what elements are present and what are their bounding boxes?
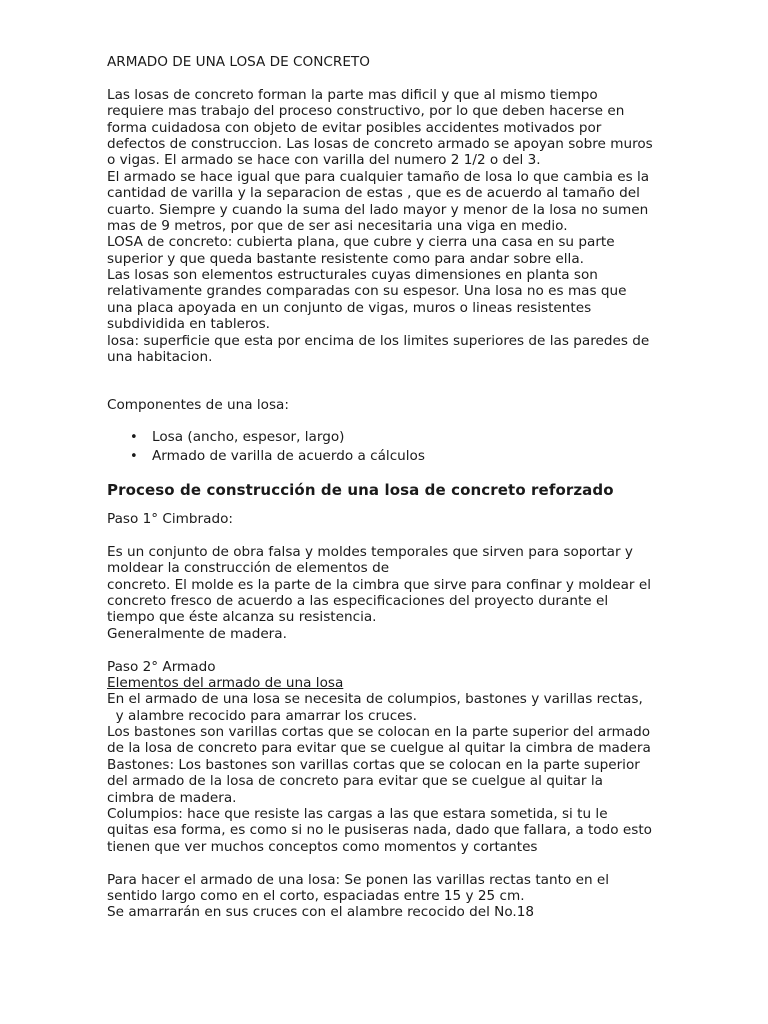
document-page [107, 54, 667, 921]
spacer [107, 365, 667, 397]
text-line: Generalmente de madera. [107, 625, 287, 642]
bullet-icon: • [130, 449, 138, 465]
text-line: Es un conjunto de obra falsa y moldes temporales que sirven para soportar y [107, 543, 633, 560]
step1-label: Paso 1° Cimbrado: [107, 511, 233, 527]
text-line: Las losas de concreto forman la parte mas dificil y que al mismo tiempo [107, 86, 598, 103]
components-label: Componentes de una losa: [107, 397, 289, 414]
step1-paragraph [107, 544, 667, 642]
spacer [107, 414, 667, 428]
text-line: del armado de la losa de concreto para evitar que se cuelgue al quitar la [107, 773, 603, 790]
text-line: Los bastones son varillas cortas que se colocan en la parte superior del armado [107, 724, 651, 741]
text-line: o vigas. El armado se hace con varilla del numero 2 1/2 o del 3. [107, 152, 541, 169]
list-item [107, 447, 667, 467]
text-line: losa: superficie que esta por encima de los limites superiores de las paredes de [107, 332, 650, 349]
text-line: El armado se hace igual que para cualquier tamaño de losa lo que cambia es la [107, 168, 650, 185]
final-paragraph [107, 872, 667, 921]
step2-subheading: Elementos del armado de una losa [107, 674, 344, 691]
text-line: de la losa de concreto para evitar que se cuelgue al quitar la cimbra de madera [107, 740, 651, 757]
text-line: Columpios: hace que resiste las cargas a las que estara sometida, si tu le [107, 806, 608, 823]
text-line: requiere mas trabajo del proceso constructivo, por lo que deben hacerse en [107, 103, 625, 120]
spacer [107, 642, 667, 658]
text-line: defectos de construccion. Las losas de concreto armado se apoyan sobre muros [107, 135, 653, 152]
text-line: Para hacer el armado de una losa: Se ponen las varillas rectas tanto en el [107, 871, 610, 888]
text-line: cuarto. Siempre y cuando la suma del lado mayor y menor de la losa no sumen [107, 201, 649, 218]
text-line: una placa apoyada en un conjunto de vigas, muros o lineas resistentes [107, 299, 592, 316]
document-title: ARMADO DE UNA LOSA DE CONCRETO [107, 54, 370, 70]
text-line: forma cuidadosa con objeto de evitar posibles accidentes motivados por [107, 119, 602, 136]
bullet-icon: • [130, 429, 138, 445]
spacer [107, 855, 667, 871]
text-line: subdividida en tableros. [107, 316, 270, 333]
list-item [107, 428, 667, 448]
text-line: Bastones: Los bastones son varillas cortas que se colocan en la parte superior [107, 756, 640, 773]
spacer [107, 527, 667, 543]
text-line: tienen que ver muchos conceptos como momentos y cortantes [107, 838, 538, 855]
text-line: En el armado de una losa se necesita de columpios, bastones y varillas rectas, [107, 691, 643, 708]
intro-paragraph [107, 87, 667, 366]
process-heading: Proceso de construcción de una losa de concreto reforzado [107, 481, 614, 499]
text-line: relativamente grandes comparadas con su espesor. Una losa no es mas que [107, 283, 627, 300]
text-line: sentido largo como en el corto, espaciadas entre 15 y 25 cm. [107, 887, 525, 904]
text-line: superior y que queda bastante resistente como para andar sobre ella. [107, 250, 584, 267]
text-line: y alambre recocido para amarrar los cruces. [107, 707, 417, 724]
text-line: mas de 9 metros, por que de ser asi necesitaria una viga en medio. [107, 217, 568, 234]
text-line: Se amarrarán en sus cruces con el alambre recocido del No.18 [107, 904, 535, 921]
text-line: Las losas son elementos estructurales cuyas dimensiones en planta son [107, 267, 598, 284]
text-line: una habitacion. [107, 349, 213, 366]
text-line: cimbra de madera. [107, 789, 237, 806]
text-line: tiempo que éste alcanza su resistencia. [107, 609, 377, 626]
text-line: concreto. El molde es la parte de la cimbra que sirve para confinar y moldear el [107, 576, 651, 593]
list-item-label: Losa (ancho, espesor, largo) [152, 428, 345, 445]
components-list [107, 428, 667, 467]
text-line: LOSA de concreto: cubierta plana, que cubre y cierra una casa en su parte [107, 234, 615, 251]
step2-label: Paso 2° Armado [107, 658, 216, 675]
step2-paragraph [107, 691, 667, 855]
spacer [107, 70, 667, 86]
text-line: concreto fresco de acuerdo a las especificaciones del proyecto durante el [107, 592, 609, 609]
text-line: quitas esa forma, es como si no le pusiseras nada, dado que fallara, a todo esto [107, 822, 652, 839]
list-item-label: Armado de varilla de acuerdo a cálculos [152, 448, 425, 465]
text-line: moldear la construcción de elementos de [107, 560, 390, 577]
text-line: cantidad de varilla y la separacion de estas , que es de acuerdo al tamaño del [107, 185, 640, 202]
